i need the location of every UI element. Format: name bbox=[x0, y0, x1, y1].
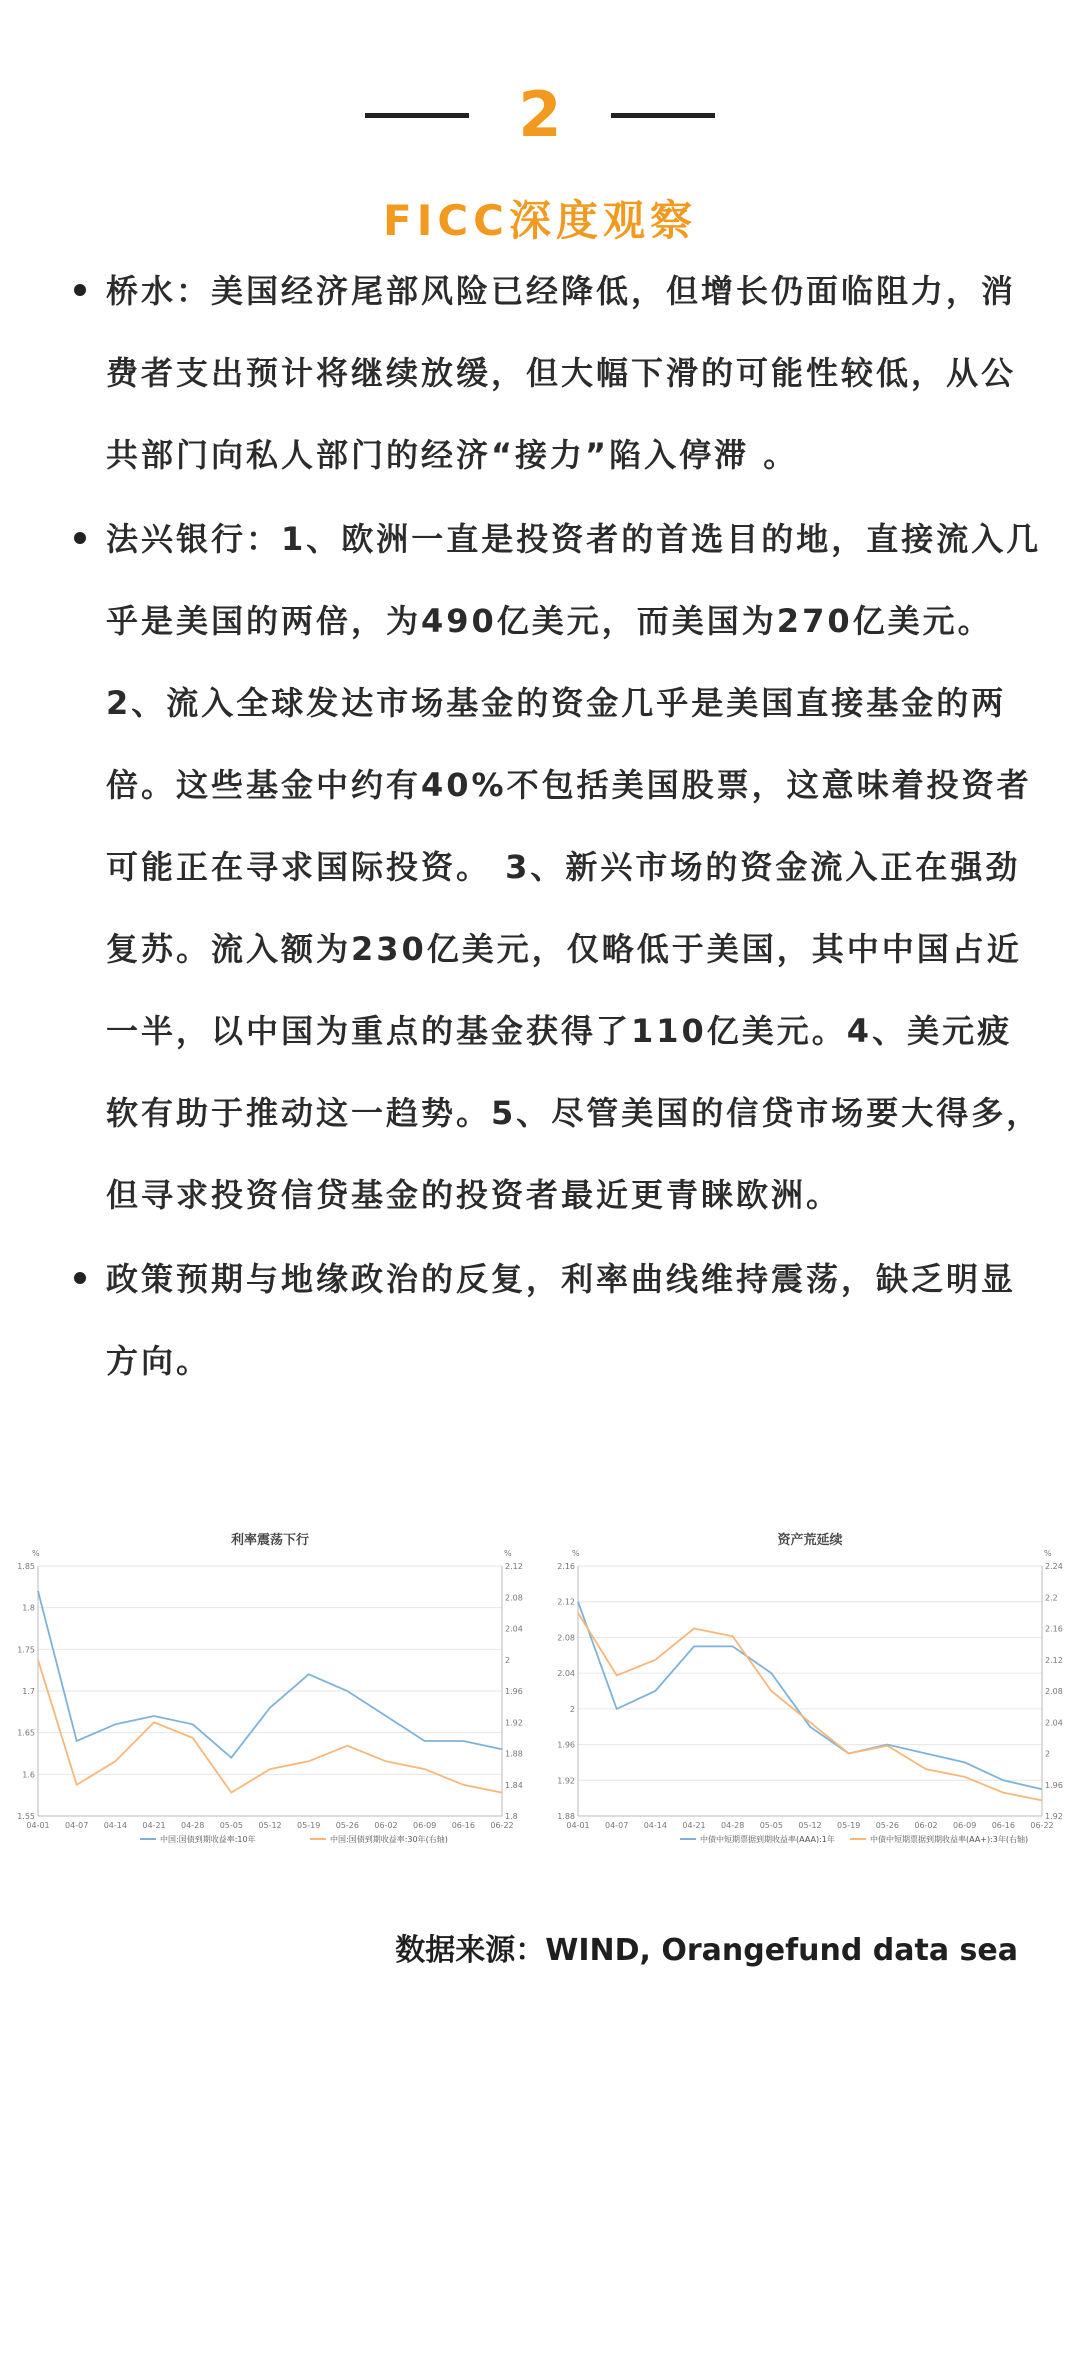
y-tick-left: 1.92 bbox=[557, 1776, 575, 1786]
x-tick-label: 05-26 bbox=[875, 1821, 899, 1830]
y-tick-left: 2.08 bbox=[557, 1633, 575, 1643]
y-tick-left: 1.88 bbox=[557, 1812, 575, 1821]
legend-label: 中国:国债到期收益率:10年 bbox=[160, 1835, 256, 1844]
x-tick-label: 04-28 bbox=[181, 1821, 205, 1830]
y-tick-right: 1.88 bbox=[505, 1749, 523, 1759]
y-tick-left: 1.55 bbox=[17, 1812, 35, 1821]
bullet-item-3: 政策预期与地缘政治的反复，利率曲线维持震荡，缺乏明显方向。 bbox=[62, 1238, 1042, 1402]
y-axis-unit-left: % bbox=[32, 1549, 40, 1558]
x-tick-label: 06-09 bbox=[413, 1821, 437, 1830]
data-source-note: 数据来源：WIND, Orangefund data sea bbox=[395, 1933, 1018, 1968]
x-tick-label: 05-19 bbox=[297, 1821, 321, 1830]
x-tick-label: 05-05 bbox=[219, 1821, 243, 1830]
y-axis-unit-left: % bbox=[572, 1549, 580, 1558]
chart-asset-shortage-svg bbox=[550, 1520, 1070, 1880]
x-tick-label: 05-19 bbox=[837, 1821, 861, 1830]
x-tick-label: 05-05 bbox=[759, 1821, 783, 1830]
y-tick-right: 2.12 bbox=[505, 1562, 523, 1571]
y-tick-right: 1.8 bbox=[505, 1812, 518, 1821]
chart-rate-decline-svg bbox=[10, 1520, 530, 1880]
bullet-item-1: 桥水：美国经济尾部风险已经降低，但增长仍面临阻力，消费者支出预计将继续放缓，但大幅下滑的可能性较低，从公共部门向私人部门的经济“接力”陷入停滞 。 bbox=[62, 250, 1042, 496]
y-tick-right: 1.96 bbox=[1045, 1780, 1063, 1790]
left-rule bbox=[365, 113, 469, 118]
y-axis-unit-right: % bbox=[504, 1549, 512, 1558]
bullet-list bbox=[62, 250, 1042, 1404]
y-tick-left: 1.96 bbox=[557, 1740, 575, 1750]
chart-title: 资产荒延续 bbox=[777, 1533, 843, 1548]
y-tick-right: 2.08 bbox=[1045, 1687, 1063, 1696]
y-tick-right: 1.96 bbox=[505, 1687, 523, 1696]
right-rule bbox=[611, 113, 715, 118]
x-tick-label: 05-12 bbox=[798, 1821, 822, 1830]
y-tick-left: 1.8 bbox=[22, 1603, 35, 1613]
x-tick-label: 05-26 bbox=[335, 1821, 359, 1830]
y-tick-left: 1.85 bbox=[17, 1562, 35, 1571]
y-tick-right: 2 bbox=[505, 1655, 511, 1665]
x-tick-label: 04-21 bbox=[682, 1821, 706, 1830]
x-tick-label: 06-16 bbox=[451, 1821, 475, 1830]
x-tick-label: 05-12 bbox=[258, 1821, 282, 1830]
section-number-row bbox=[0, 70, 1080, 160]
x-tick-label: 04-28 bbox=[721, 1821, 745, 1830]
y-tick-left: 2.16 bbox=[557, 1562, 575, 1571]
bullet-item-2: 法兴银行：1、欧洲一直是投资者的首选目的地，直接流入几乎是美国的两倍，为490亿美元，而美国为270亿美元。2、流入全球发达市场基金的资金几乎是美国直接基金的两倍。这些基金中约有40%不包括美国股票，这意味着投资者可能正在寻求国际投资。 3、新兴市场的资金流入正在强劲复苏。流入额为230亿美元，仅略低于美国，其中中国占近一半，以中国为重点的基金获得了110亿美元。4、美元疲软有助于推动这一趋势。5、尽管美国的信贷市场要大得多，但寻求投资信贷基金的投资者最近更青睐欧洲。 bbox=[62, 498, 1042, 1236]
y-tick-right: 2.08 bbox=[505, 1593, 523, 1603]
x-tick-label: 04-01 bbox=[26, 1821, 50, 1830]
series-line-2 bbox=[578, 1613, 1042, 1801]
x-tick-label: 04-01 bbox=[566, 1821, 590, 1830]
legend-label: 中债中短期票据到期收益率(AA+):3年(右轴) bbox=[870, 1835, 1029, 1844]
x-tick-label: 06-16 bbox=[991, 1821, 1015, 1830]
chart-asset-shortage bbox=[550, 1520, 1070, 1880]
charts-row bbox=[10, 1520, 1070, 1880]
section-number: 2 bbox=[518, 78, 562, 151]
y-tick-right: 2.16 bbox=[1045, 1624, 1063, 1634]
x-tick-label: 04-07 bbox=[605, 1821, 629, 1830]
x-tick-label: 06-22 bbox=[1030, 1821, 1054, 1830]
chart-title: 利率震荡下行 bbox=[230, 1533, 310, 1548]
y-tick-left: 1.7 bbox=[22, 1687, 35, 1696]
x-tick-label: 06-02 bbox=[914, 1821, 938, 1830]
y-tick-right: 1.92 bbox=[505, 1718, 523, 1728]
series-line-2 bbox=[38, 1660, 502, 1793]
x-tick-label: 04-14 bbox=[643, 1821, 667, 1830]
y-axis-unit-right: % bbox=[1044, 1549, 1052, 1558]
x-tick-label: 06-09 bbox=[953, 1821, 977, 1830]
y-tick-left: 2.04 bbox=[557, 1669, 575, 1679]
section-title: FICC深度观察 bbox=[383, 196, 697, 245]
y-tick-right: 2.04 bbox=[1045, 1718, 1063, 1728]
y-tick-left: 1.75 bbox=[17, 1645, 35, 1655]
y-tick-right: 1.92 bbox=[1045, 1812, 1063, 1821]
x-tick-label: 04-21 bbox=[142, 1821, 166, 1830]
y-tick-right: 2 bbox=[1045, 1749, 1051, 1759]
y-tick-right: 2.04 bbox=[505, 1624, 523, 1634]
chart-rate-decline bbox=[10, 1520, 530, 1880]
y-tick-right: 2.24 bbox=[1045, 1562, 1063, 1571]
y-tick-right: 2.2 bbox=[1045, 1593, 1058, 1603]
x-tick-label: 04-07 bbox=[65, 1821, 89, 1830]
legend-label: 中债中短期票据到期收益率(AAA):1年 bbox=[700, 1835, 835, 1844]
y-tick-left: 2.12 bbox=[557, 1597, 575, 1607]
legend-label: 中国:国债到期收益率:30年(右轴) bbox=[330, 1835, 448, 1844]
y-tick-left: 1.6 bbox=[22, 1770, 35, 1780]
series-line-1 bbox=[578, 1602, 1042, 1790]
y-tick-left: 2 bbox=[569, 1704, 575, 1714]
section-header bbox=[0, 70, 1080, 248]
y-tick-right: 2.12 bbox=[1045, 1655, 1063, 1665]
y-tick-right: 1.84 bbox=[505, 1780, 523, 1790]
x-tick-label: 06-22 bbox=[490, 1821, 514, 1830]
y-tick-left: 1.65 bbox=[17, 1728, 35, 1738]
x-tick-label: 06-02 bbox=[374, 1821, 398, 1830]
x-tick-label: 04-14 bbox=[103, 1821, 127, 1830]
